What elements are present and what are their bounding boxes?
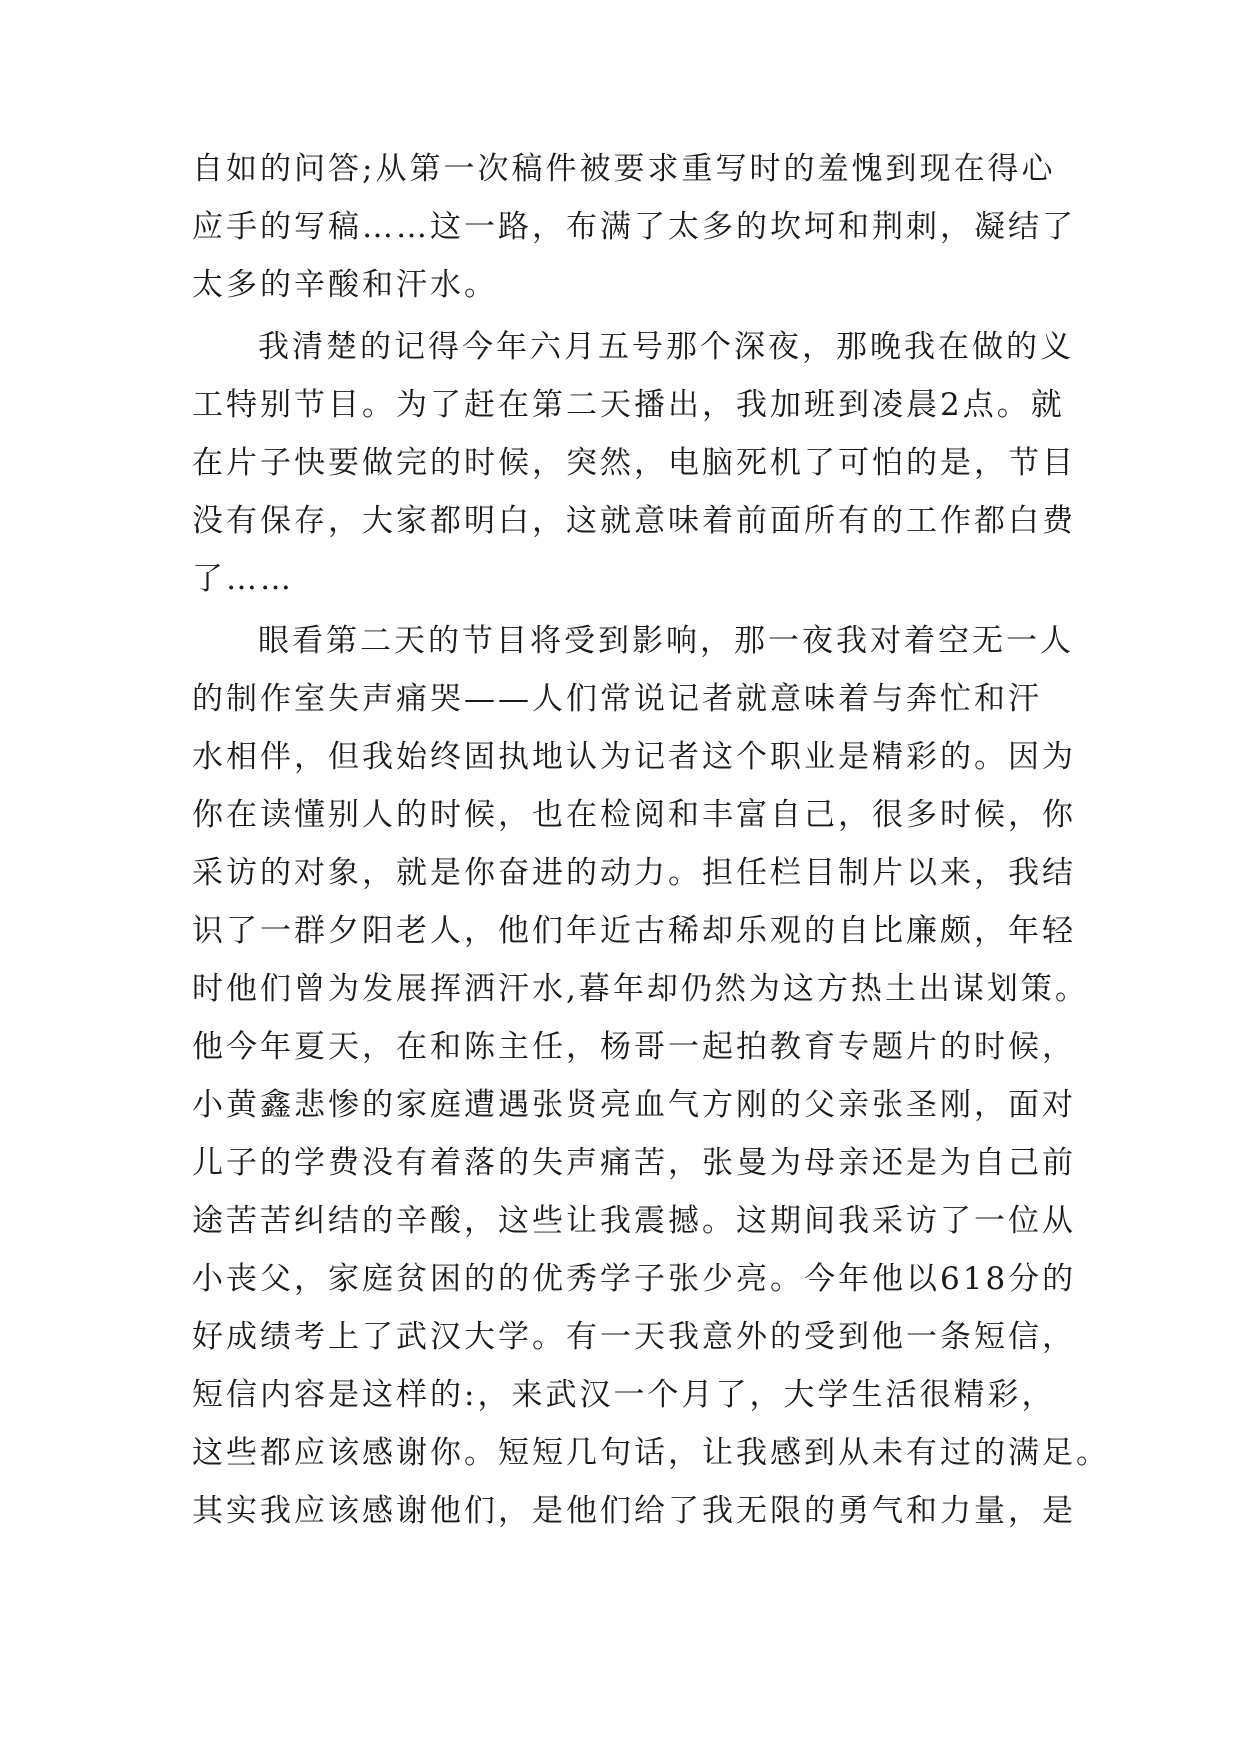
text-line: 水相伴，但我始终固执地认为记者这个职业是精彩的。因为 <box>192 739 1076 775</box>
text-line: 采访的对象，就是你奋进的动力。担任栏目制片以来，我结 <box>192 855 1076 891</box>
text-line: 工特别节目。为了赶在第二天播出，我加班到凌晨2点。就 <box>192 387 1065 423</box>
paragraph-1 <box>192 140 1076 314</box>
document-page <box>192 140 1110 1540</box>
text-line: 小丧父，家庭贫困的的优秀学子张少亮。今年他以618分的 <box>192 1261 1077 1297</box>
text-line: 小黄鑫悲惨的家庭遭遇张贤亮血气方刚的父亲张圣刚，面对 <box>192 1087 1076 1123</box>
text-line: 短信内容是这样的:，来武汉一个月了，大学生活很精彩， <box>192 1377 1056 1413</box>
text-line: 你在读懂别人的时候，也在检阅和丰富自己，很多时候，你 <box>192 797 1076 833</box>
text-line: 眼看第二天的节目将受到影响，那一夜我对着空无一人 <box>258 623 1074 659</box>
paragraph-3 <box>192 612 1110 1540</box>
paragraph-2 <box>192 318 1076 608</box>
text-line: 应手的写稿……这一路，布满了太多的坎坷和荆刺，凝结了 <box>192 209 1076 245</box>
text-line: 其实我应该感谢他们，是他们给了我无限的勇气和力量，是 <box>192 1493 1076 1529</box>
text-line: 识了一群夕阳老人，他们年近古稀却乐观的自比廉颇，年轻 <box>192 913 1076 949</box>
text-line: 了…… <box>192 561 294 597</box>
text-line: 我清楚的记得今年六月五号那个深夜，那晚我在做的义 <box>258 329 1074 365</box>
text-line: 好成绩考上了武汉大学。有一天我意外的受到他一条短信， <box>192 1319 1076 1355</box>
text-line: 自如的问答;从第一次稿件被要求重写时的羞愧到现在得心 <box>192 151 1056 187</box>
text-line: 儿子的学费没有着落的失声痛苦，张曼为母亲还是为自己前 <box>192 1145 1076 1181</box>
text-line: 途苦苦纠结的辛酸，这些让我震撼。这期间我采访了一位从 <box>192 1203 1076 1239</box>
text-line: 他今年夏天，在和陈主任，杨哥一起拍教育专题片的时候， <box>192 1029 1076 1065</box>
text-line: 太多的辛酸和汗水。 <box>192 267 498 303</box>
text-line: 的制作室失声痛哭——人们常说记者就意味着与奔忙和汗 <box>192 681 1042 717</box>
text-line: 没有保存，大家都明白，这就意味着前面所有的工作都白费 <box>192 503 1076 539</box>
text-line: 这些都应该感谢你。短短几句话，让我感到从未有过的满足。 <box>192 1435 1110 1471</box>
text-line: 时他们曾为发展挥洒汗水,暮年却仍然为这方热土出谋划策。 <box>192 971 1089 1007</box>
text-line: 在片子快要做完的时候，突然，电脑死机了可怕的是，节目 <box>192 445 1076 481</box>
